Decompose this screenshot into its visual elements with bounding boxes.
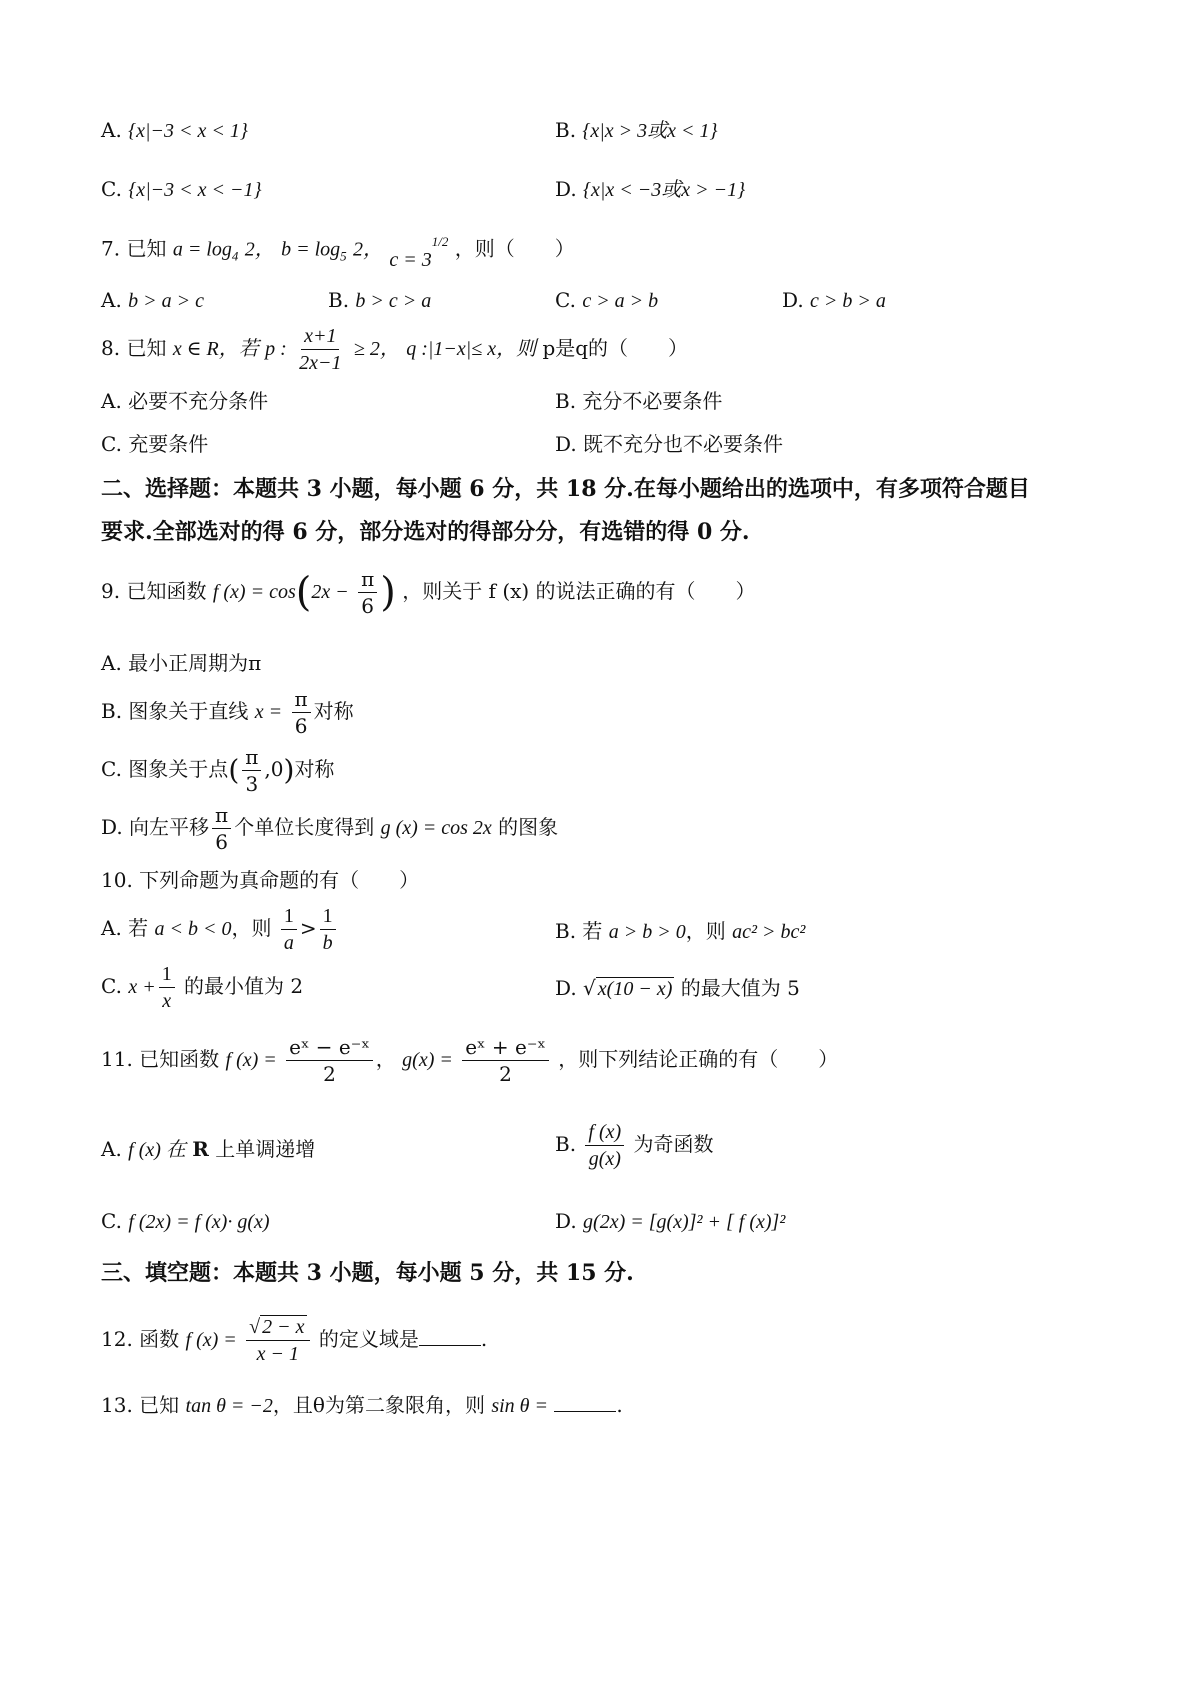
q9-b-fraction (292, 688, 311, 737)
q7-a-label: A. (101, 288, 122, 312)
q9-b-x: x = (254, 701, 283, 723)
q10-b-pre: B. 若 (555, 919, 603, 943)
q11-tail: ，则下列结论正确的有（ ） (558, 1047, 839, 1071)
q6-c-text: {x|−3 < x < −1} (128, 179, 262, 201)
q10-a-frac-a (281, 905, 297, 954)
q11-option-c (101, 1209, 270, 1234)
q9-c-post: 对称 (294, 757, 335, 781)
q7-option-b (328, 288, 431, 313)
q9-six: 6 (361, 594, 375, 618)
q12-radicand: 2 − x (262, 1316, 305, 1338)
q9-option-d (101, 804, 558, 853)
q12-stem (101, 1316, 487, 1365)
q6-d-label: D. (555, 177, 577, 201)
q11-a-tail: 上单调递增 (215, 1137, 316, 1161)
q6-b-label: B. (555, 118, 577, 142)
q10-a-cond: a < b < 0 (154, 918, 232, 940)
q10-c-fraction (159, 963, 175, 1012)
q11-f: f (x) = (225, 1049, 277, 1071)
q11-c-label: C. (101, 1209, 122, 1233)
q10-option-c (101, 963, 303, 1012)
q10-a-frac-b (320, 905, 336, 954)
q11-option-b (555, 1121, 714, 1170)
q6-a-label: A. (101, 118, 122, 142)
q9-d-fraction (212, 804, 231, 853)
q12-numerator (246, 1316, 309, 1341)
q10-c-den: x (162, 990, 172, 1012)
q8-option-d: D. 既不充分也不必要条件 (555, 432, 784, 456)
q11-b-numerator: f (x) (585, 1121, 624, 1146)
q11-b-fraction (585, 1121, 624, 1170)
q11-g-fraction (462, 1036, 549, 1085)
q6-b-text: {x|x > 3或x < 1} (582, 120, 718, 142)
q11-b-label: B. (555, 1132, 577, 1156)
q8-ge: ≥ 2， (353, 338, 400, 360)
q13-tan: tan θ = −2 (185, 1395, 273, 1417)
q13-mid: ，且θ为第二象限角，则 (272, 1393, 485, 1417)
q9-stem (101, 568, 756, 617)
q7-c: c = 3 (389, 248, 432, 271)
q11-f-denominator: 2 (323, 1062, 336, 1086)
q9-tail: ，则关于 f (x) 的说法正确的有（ ） (402, 579, 756, 603)
q13-answer-blank[interactable] (554, 1391, 616, 1412)
q12-denominator: x − 1 (256, 1343, 299, 1365)
q8-cond: x ∈ R，若 (172, 338, 259, 360)
q10-b-expr: ac² > bc² (732, 921, 806, 943)
q9-c-pi: π (242, 746, 261, 771)
q13-stem (101, 1391, 623, 1418)
q8-q: q :|1−x|≤ x，则 (406, 338, 537, 360)
q10-a-then: ，则 (231, 916, 272, 940)
q10-a-gt: > (299, 916, 317, 940)
q10-a-one: 1 (281, 905, 297, 930)
q12-end: . (480, 1327, 488, 1351)
q7-c-exponent: 1/2 (431, 234, 449, 249)
q13-number: 13. 已知 (101, 1393, 180, 1417)
q7-a-text: b > a > c (128, 290, 205, 312)
q10-option-a (101, 905, 339, 954)
q7-c-text: c > a > b (582, 290, 659, 312)
q8-tail: p是q的（ ） (542, 336, 689, 360)
q9-option-b (101, 688, 354, 737)
q12-answer-blank[interactable] (419, 1325, 481, 1346)
q7-number: 7. 已知 (101, 236, 167, 261)
q11-a-label: A. (101, 1137, 122, 1161)
q10-option-d (555, 976, 800, 1001)
q10-c-x: x + (128, 976, 156, 998)
q11-g-numerator: eˣ + e⁻ˣ (462, 1036, 549, 1061)
q6-option-d (555, 177, 745, 202)
q7-stem (101, 234, 575, 271)
section-2-heading-line2: 要求.全部选对的得 6 分，部分选对的得部分分，有选错的得 0 分. (101, 519, 750, 545)
q11-b-denominator: g(x) (588, 1148, 621, 1170)
sqrt-icon: √ (249, 1316, 261, 1338)
q10-c-one: 1 (159, 963, 175, 988)
q8-stem (101, 325, 688, 374)
q10-c-pre: C. (101, 974, 122, 998)
q9-c-open-paren: ( (228, 753, 240, 787)
q10-b-then: ，则 (685, 919, 726, 943)
q7-b-base: 5 (340, 248, 347, 264)
q11-f-fraction (286, 1036, 373, 1085)
q11-f-numerator: eˣ − e⁻ˣ (286, 1036, 373, 1061)
q9-inner: 2x − (311, 581, 349, 603)
q10-c-tail: 的最小值为 2 (184, 974, 304, 998)
q11-b-tail: 为奇函数 (633, 1132, 714, 1156)
q8-p: p : (265, 338, 287, 360)
q10-a-den-b: b (322, 932, 333, 954)
q9-c-zero: ,0 (264, 757, 284, 781)
q8-fraction (296, 325, 344, 374)
q8-number: 8. 已知 (101, 336, 167, 360)
q10-b-cond: a > b > 0 (608, 921, 686, 943)
q12-fraction (246, 1316, 309, 1365)
q9-d-pi: π (212, 804, 231, 829)
q8-frac-numerator: x+1 (301, 325, 339, 350)
q9-function: f (x) = cos (212, 581, 296, 603)
q11-c-text: f (2x) = f (x)· g(x) (128, 1211, 270, 1233)
q8-option-a: A. 必要不充分条件 (101, 389, 269, 413)
q7-b-text: b > c > a (355, 290, 432, 312)
q8-option-c: C. 充要条件 (101, 432, 209, 456)
q6-d-text: {x|x < −3或x > −1} (583, 179, 746, 201)
q9-option-c (101, 746, 334, 795)
q11-option-d (555, 1209, 785, 1234)
q10-a-one-b: 1 (320, 905, 336, 930)
section-3-heading: 三、填空题：本题共 3 小题，每小题 5 分，共 15 分. (101, 1260, 634, 1286)
q7-c-label: C. (555, 288, 576, 312)
q12-f: f (x) = (185, 1329, 237, 1351)
q9-b-pre: B. 图象关于直线 (101, 699, 249, 723)
q11-g: g(x) = (402, 1049, 453, 1071)
q7-a: a = log (172, 238, 232, 261)
q9-number: 9. 已知函数 (101, 579, 207, 603)
q9-b-pi: π (292, 688, 311, 713)
q10-a-den-a: a (283, 932, 294, 954)
q9-d-g: g (x) = cos 2x (380, 817, 492, 839)
q8-frac-denominator: 2x−1 (299, 352, 342, 374)
q8-option-b: B. 充分不必要条件 (555, 389, 723, 413)
q6-c-label: C. (101, 177, 122, 201)
q9-c-three: 3 (245, 772, 259, 796)
q10-a-pre: A. 若 (101, 916, 149, 940)
q9-d-six: 6 (215, 830, 228, 854)
q11-d-label: D. (555, 1209, 577, 1233)
q7-d-text: c > b > a (810, 290, 886, 312)
q7-tail: ，则（ ） (454, 236, 575, 261)
q9-b-six: 6 (294, 714, 308, 738)
q9-pi: π (358, 568, 377, 593)
q9-b-post: 对称 (313, 699, 354, 723)
q11-number: 11. 已知函数 (101, 1047, 220, 1071)
q9-pi-over-6 (358, 568, 377, 617)
q11-option-a (101, 1137, 315, 1162)
q7-b-end: 2， (353, 238, 384, 261)
q7-a-base: 4 (231, 248, 239, 264)
q9-c-pre: C. 图象关于点 (101, 757, 229, 781)
q10-d-pre: D. (555, 976, 577, 1000)
q12-tail: 的定义域是 (318, 1327, 419, 1351)
q6-option-b (555, 118, 718, 143)
q7-b: b = log (281, 238, 341, 261)
q13-end: . (616, 1393, 623, 1417)
q6-a-text: {x|−3 < x < 1} (128, 120, 248, 142)
q11-g-denominator: 2 (499, 1062, 512, 1086)
q12-number: 12. 函数 (101, 1327, 180, 1351)
q7-option-c (555, 288, 658, 313)
q11-stem: 11. 已知函数 f (x) = $\frac{\text{eˣ − e⁻ˣ}}{2}$ ， g(x) = $\frac{\text{eˣ + e⁻ˣ}}{2}$ ，则下列结论正确的有（ ） (101, 1035, 839, 1086)
q9-d-post: 个单位长度得到 (234, 815, 375, 839)
q9-option-a: A. 最小正周期为π (101, 651, 262, 675)
q9-c-fraction (242, 746, 261, 795)
q11-d-text: g(2x) = [g(x)]² + [ f (x)]² (583, 1211, 786, 1233)
q9-d-tail: 的图象 (498, 815, 559, 839)
q6-option-a (101, 118, 248, 143)
q6-option-c (101, 177, 262, 202)
q13-sin: sin θ = (491, 1395, 548, 1417)
q7-option-d (782, 288, 886, 313)
q9-d-pre: D. 向左平移 (101, 815, 210, 839)
q10-d-expr: x(10 − x) (597, 978, 673, 1000)
q9-open-paren: ( (295, 569, 312, 616)
q10-d-tail: 的最大值为 5 (680, 976, 800, 1000)
q9-close-paren: ) (380, 569, 396, 616)
q11-a-R: R (192, 1137, 209, 1161)
q7-b-label: B. (328, 288, 350, 312)
section-2-heading-line1: 二、选择题：本题共 3 小题，每小题 6 分，共 18 分.在每小题给出的选项中，有多项符合题目 (101, 476, 1030, 502)
q11-a-text: f (x) 在 (128, 1139, 186, 1161)
q7-d-label: D. (782, 288, 804, 312)
q7-option-a (101, 288, 204, 313)
q10-stem: 10. 下列命题为真命题的有（ ） (101, 868, 420, 892)
q7-a-end: 2， (244, 238, 275, 261)
sqrt-icon: √ (583, 976, 596, 1000)
q9-c-close-paren: ) (283, 753, 295, 787)
q10-option-b (555, 919, 805, 944)
